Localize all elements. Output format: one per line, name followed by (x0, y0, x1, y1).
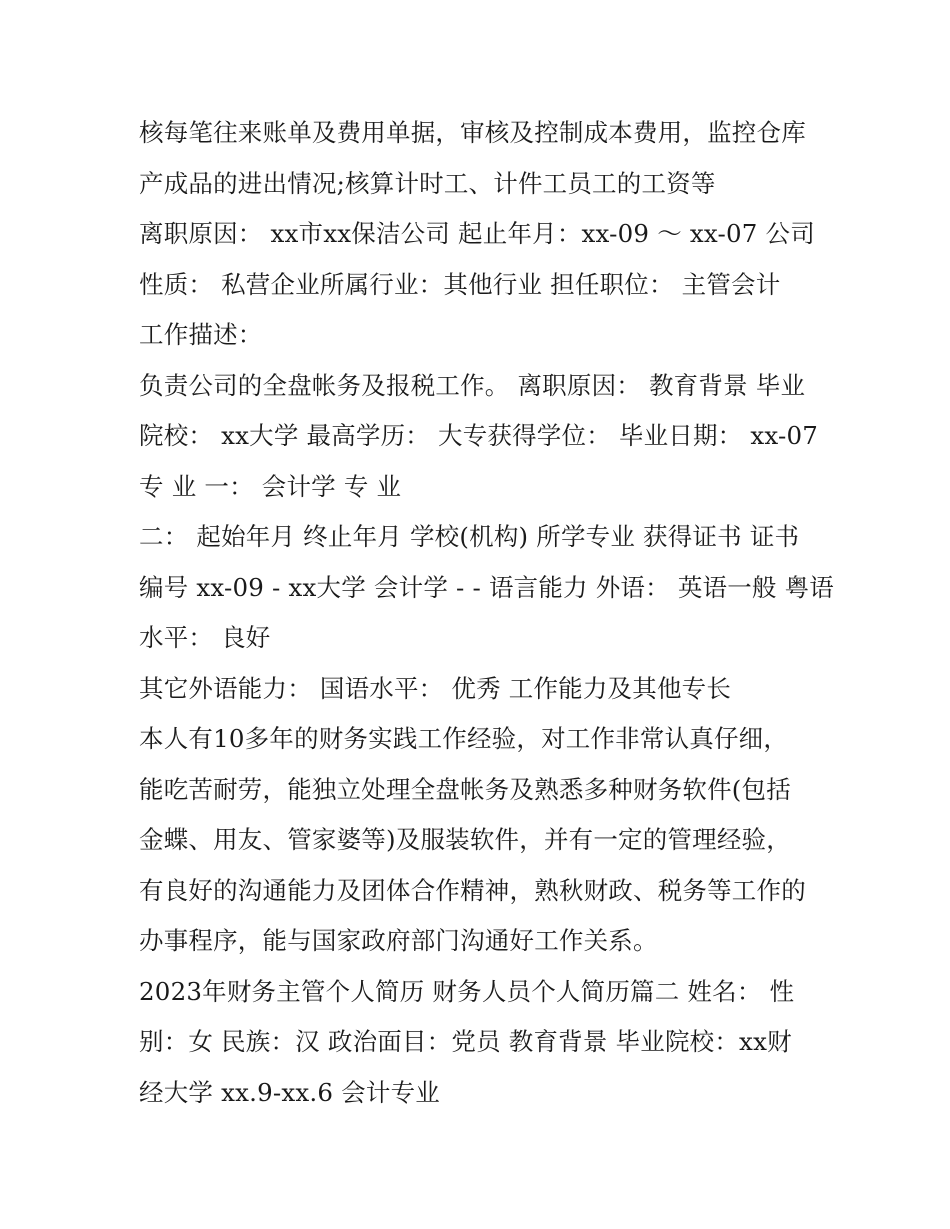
text-line: 工作描述： (139, 320, 263, 349)
text-line: 专 业 一： 会计学 专 业 (139, 471, 402, 501)
text-line: 编号 xx-09 - xx大学 会计学 - - 语言能力 外语： 英语一般 粤语 (139, 572, 835, 602)
text-line: 核每笔往来账单及费用单据，审核及控制成本费用，监控仓库 (139, 118, 806, 147)
text-line: 办事程序，能与国家政府部门沟通好工作关系。 (139, 926, 658, 955)
text-line: 二： 起始年月 终止年月 学校(机构) 所学专业 获得证书 证书 (139, 522, 800, 551)
text-line: 能吃苦耐劳，能独立处理全盘帐务及熟悉多种财务软件(包括 (139, 774, 791, 804)
text-line: 水平： 良好 (139, 623, 271, 652)
text-line: 本人有10多年的财务实践工作经验，对工作非常认真仔细， (139, 724, 789, 753)
text-line: 离职原因： xx市xx保洁公司 起止年月：xx-09 ～ xx-07 公司 (139, 219, 815, 248)
text-line: 院校： xx大学 最高学历： 大专获得学位： 毕业日期： xx-07 (139, 421, 819, 450)
text-line: 有良好的沟通能力及团体合作精神，熟秋财政、税务等工作的 (139, 875, 806, 905)
text-line: 负责公司的全盘帐务及报税工作。 离职原因： 教育背景 毕业 (139, 370, 806, 400)
body-text (139, 108, 835, 1118)
text-line: 性质： 私营企业所属行业：其他行业 担任职位： 主管会计 (139, 269, 781, 299)
text-line: 2023年财务主管个人简历 财务人员个人简历篇二 姓名： 性 (139, 976, 795, 1006)
text-line: 经大学 xx.9-xx.6 会计专业 (139, 1077, 440, 1107)
text-line: 别：女 民族：汉 政治面目：党员 教育背景 毕业院校：xx财 (139, 1027, 792, 1056)
text-line: 金蝶、用友、管家婆等)及服装软件，并有一定的管理经验， (139, 825, 791, 854)
text-line: 产成品的进出情况;核算计时工、计件工员工的工资等 (139, 168, 716, 198)
text-line: 其它外语能力： 国语水平： 优秀 工作能力及其他专长 (139, 673, 732, 703)
